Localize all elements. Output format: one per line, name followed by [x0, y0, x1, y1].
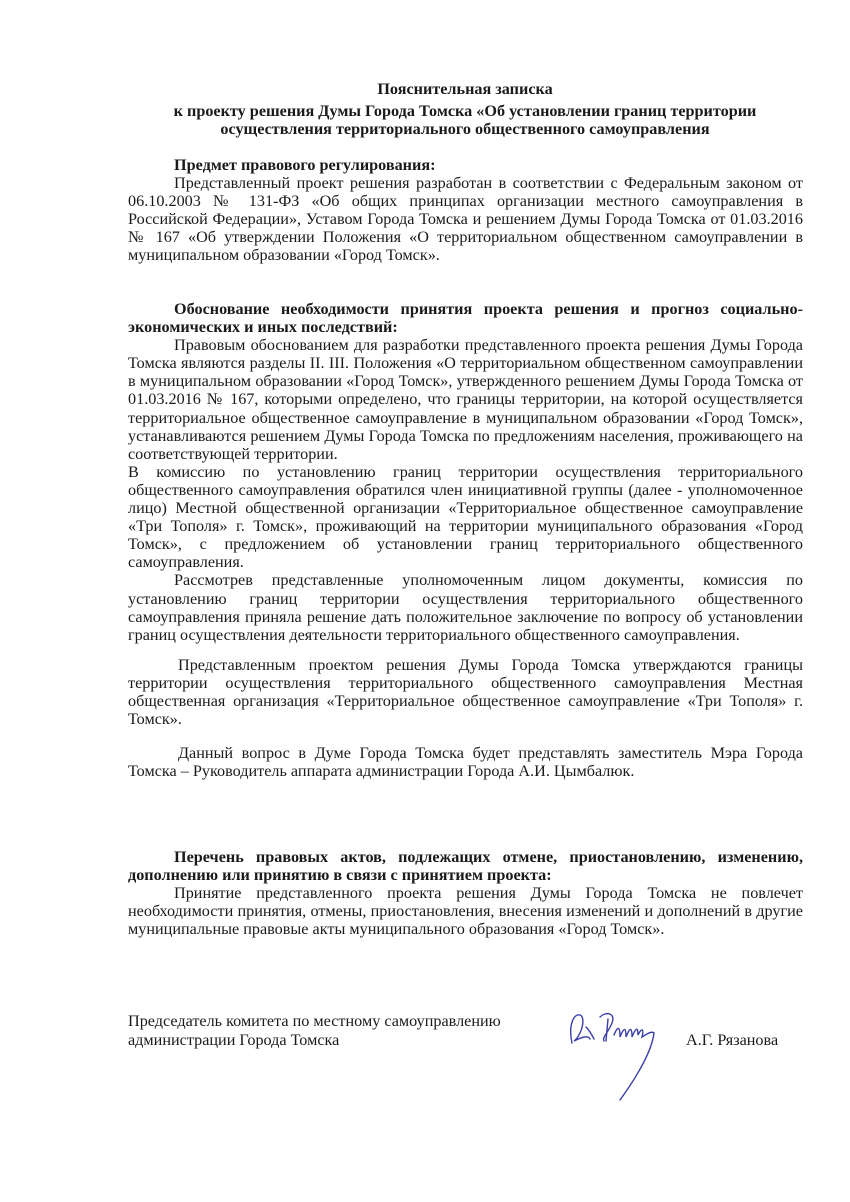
- signatory-name: А.Г. Рязанова: [686, 1031, 779, 1049]
- paragraph: Правовым обоснованием для разработки представленного проекта решения Думы Города Томска являются разделы II. III. Положения «О территориальном общественном самоуправлении в муниципальном образовании «Город Томск», утвержденного решением Думы Города Томска от 01.03.2016 № 167, которыми определено, что границы территории, на которой осуществляется территориальное общественное самоуправление в муниципальном образовании «Город Томск», устанавливаются решением Думы Города Томска по предложениям населения, проживающего на соответствующей территории.: [128, 336, 803, 463]
- signatory-position: [128, 1012, 501, 1049]
- handwritten-signature: [560, 1005, 690, 1105]
- section-legal-acts: [128, 848, 803, 938]
- title-line-2: к проекту решения Думы Города Томска «Об установлении границ территории: [173, 101, 757, 120]
- section-justification: [128, 300, 803, 780]
- position-line-1: Председатель комитета по местному самоуправлению: [128, 1012, 501, 1030]
- title-line-1: Пояснительная записка: [377, 80, 553, 98]
- section-subject: [128, 156, 803, 265]
- paragraph: Данный вопрос в Думе Города Томска будет представлять заместитель Мэра Города Томска – Руководитель аппарата администрации Города А.И. Цымбалюк.: [128, 744, 803, 781]
- document-title: [100, 80, 830, 139]
- paragraph: Представленный проект решения разработан в соответствии с Федеральным законом от 06.10.2003 № 131-ФЗ «Об общих принципах организации местного самоуправления в Российской Федерации», Уставом Города Томска и решением Думы Города Томска от 01.03.2016 № 167 «Об утверждении Положения «О территориальном общественном самоуправлении в муниципальном образовании «Город Томск».: [128, 174, 803, 265]
- paragraph: Представленным проектом решения Думы Города Томска утверждаются границы территории осуществления территориального общественного самоуправления Местная общественная организация «Территориальное общественное самоуправление «Три Тополя» г. Томск».: [128, 655, 803, 729]
- position-line-2: администрации Города Томска: [128, 1030, 340, 1049]
- title-line-3: осуществления территориального общественного самоуправления: [220, 120, 710, 138]
- section-heading: Обоснование необходимости принятия проекта решения и прогноз социально-экономических и иных последствий:: [128, 300, 803, 337]
- section-heading: Перечень правовых актов, подлежащих отмене, приостановлению, изменению, дополнению или принятию в связи с принятием проекта:: [128, 848, 803, 885]
- paragraph: Принятие представленного проекта решения Думы Города Томска не повлечет необходимости принятия, отмены, приостановления, внесения изменений и дополнений в другие муниципальные правовые акты муниципального образования «Город Томск».: [128, 884, 803, 939]
- paragraph: Рассмотрев представленные уполномоченным лицом документы, комиссия по установлению границ территории осуществления территориального общественного самоуправления приняла решение дать положительное заключение по вопросу об установлении границ осуществления деятельности территориального общественного самоуправления.: [128, 571, 803, 644]
- section-heading: Предмет правового регулирования:: [174, 156, 436, 174]
- paragraph: В комиссию по установлению границ территории осуществления территориального общественного самоуправления обратился член инициативной группы (далее - уполномоченное лицо) Местной общественной организации «Территориальное общественное самоуправление «Три Тополя» г. Томск», проживающий на территории муниципального образования «Город Томск», с предложением об установлении границ территориального общественного самоуправления.: [128, 462, 803, 572]
